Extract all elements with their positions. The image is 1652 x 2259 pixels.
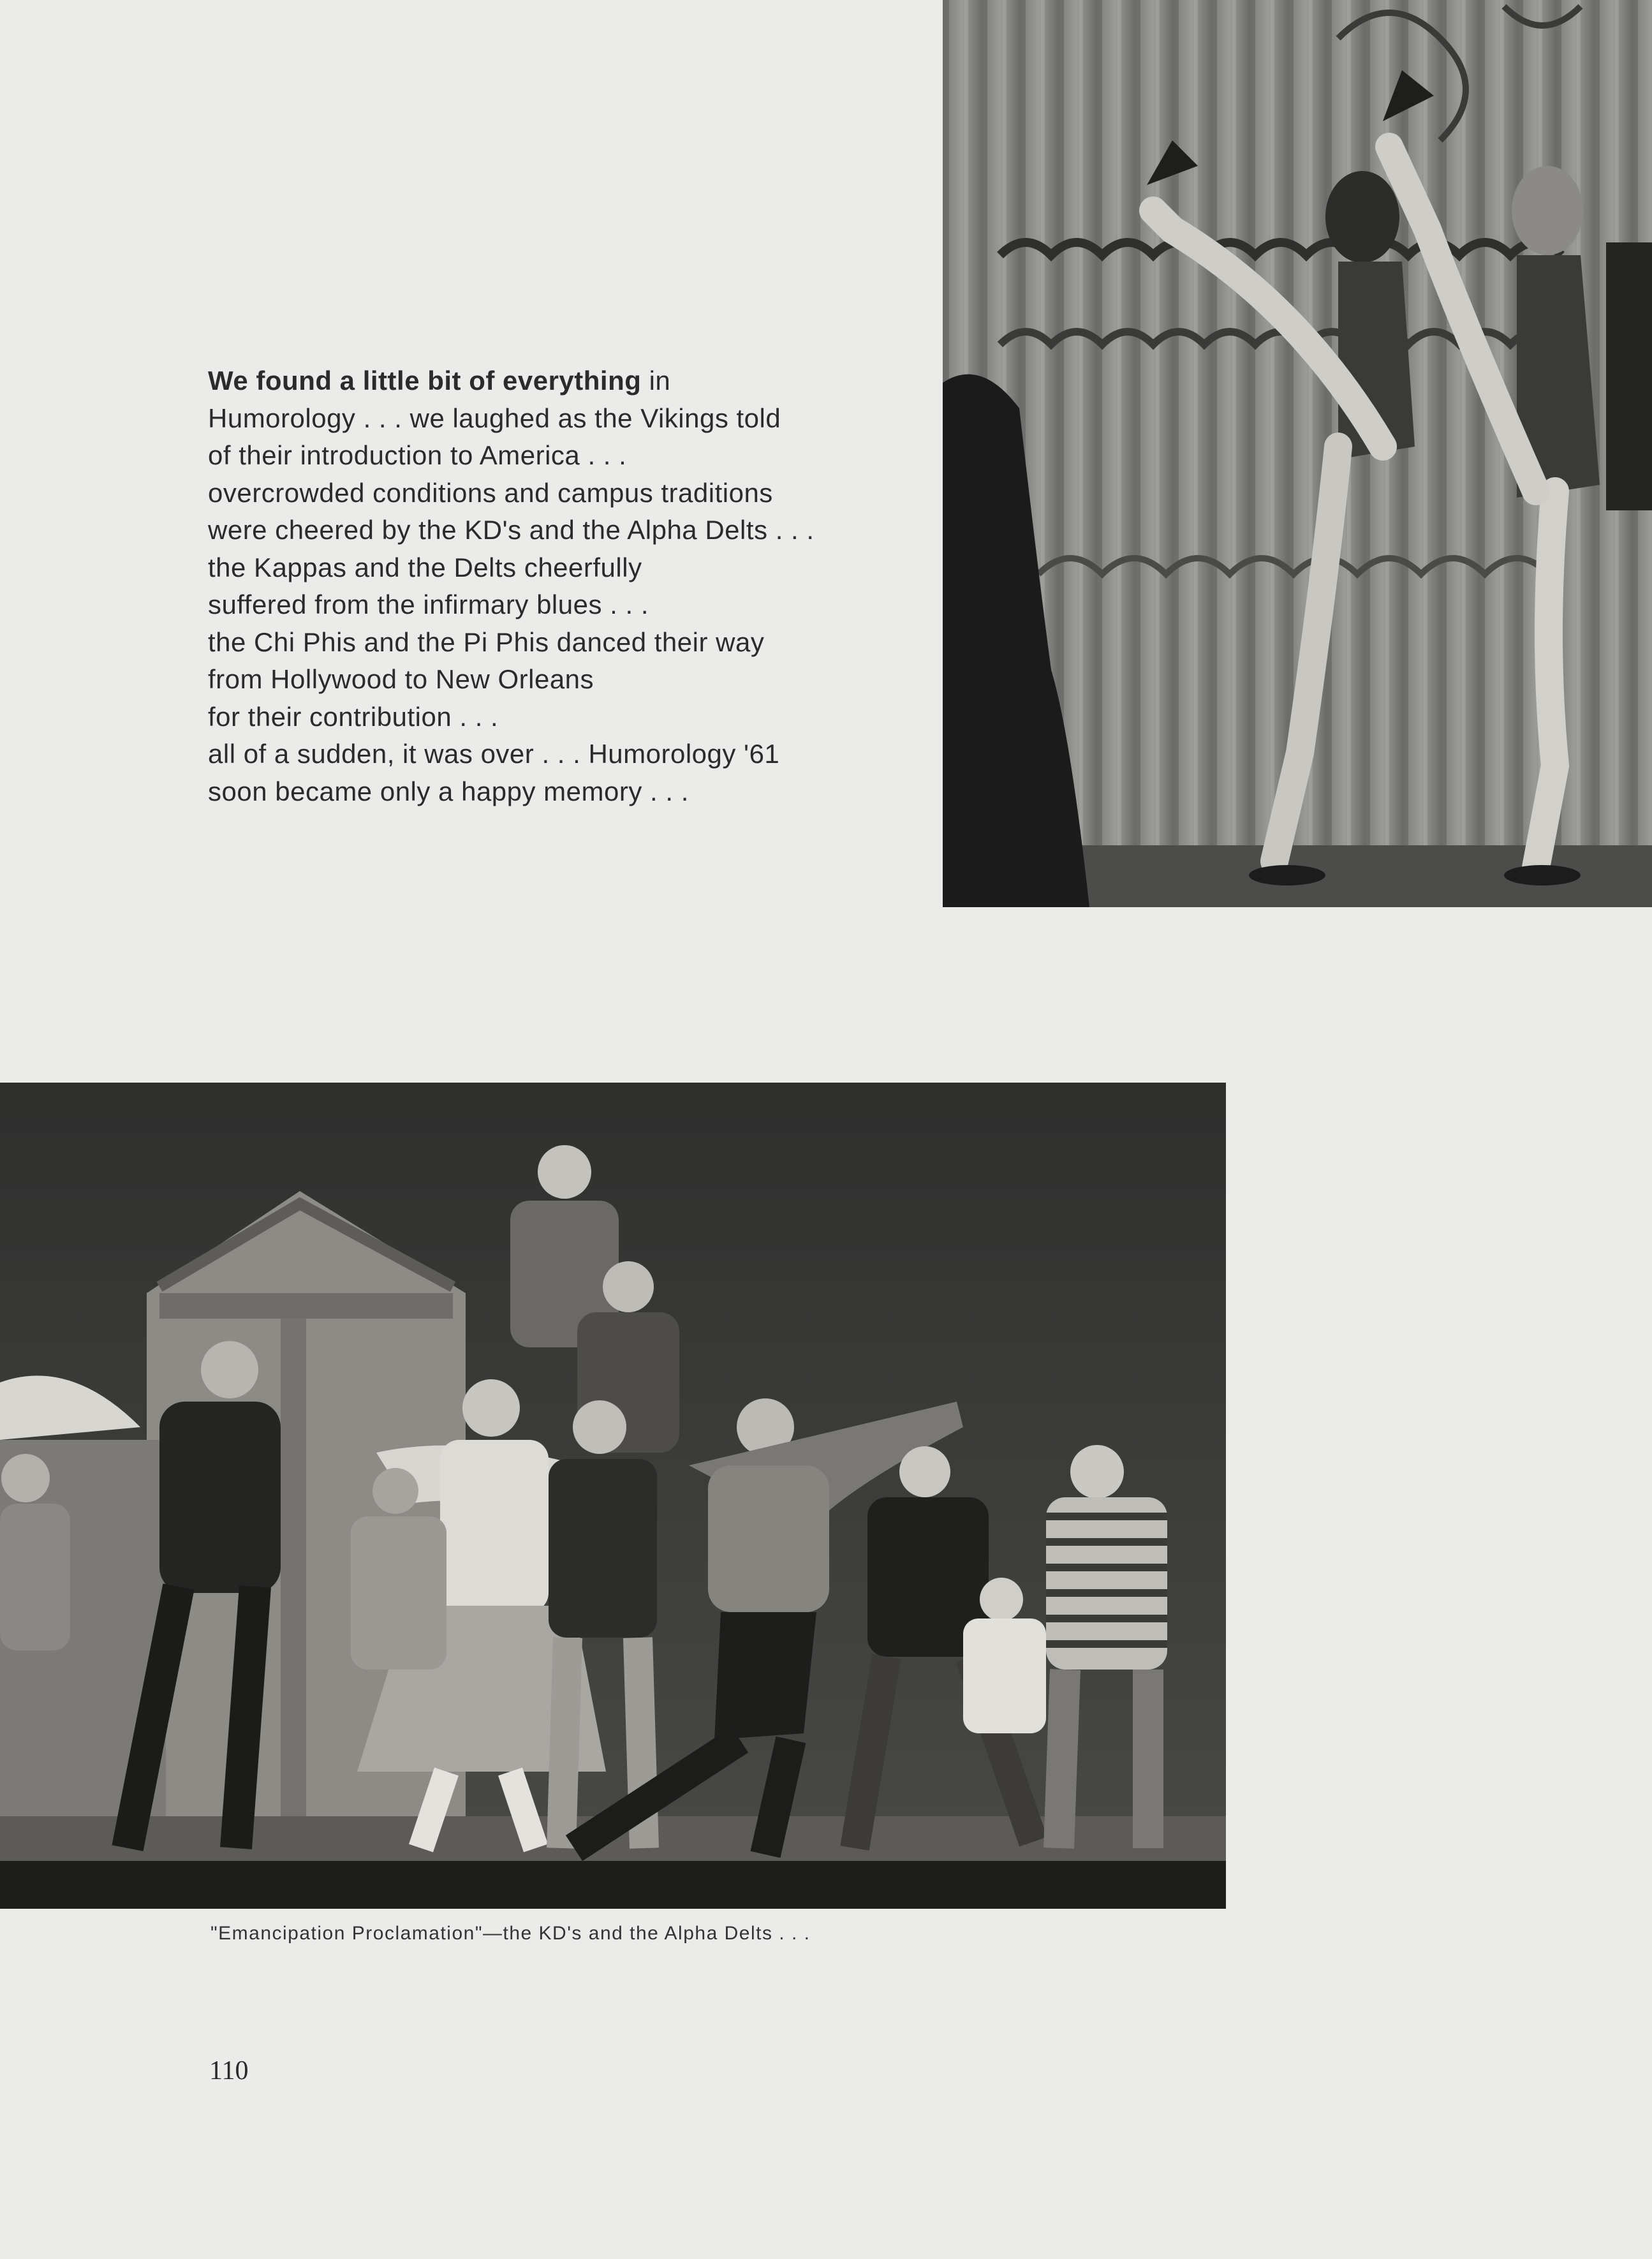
intro-line-1 xyxy=(208,362,884,400)
intro-line-11: all of a sudden, it was over . . . Humorology '61 xyxy=(208,739,780,769)
photo-caption: "Emancipation Proclamation"—the KD's and the Alpha Delts . . . xyxy=(210,1923,811,1944)
photo-dancers-illustration xyxy=(943,0,1652,907)
intro-line-7: suffered from the infirmary blues . . . xyxy=(208,589,649,619)
intro-text xyxy=(208,362,884,810)
photo-cast-on-stage xyxy=(0,1083,1226,1909)
intro-line-9: from Hollywood to New Orleans xyxy=(208,664,594,694)
intro-line-4: overcrowded conditions and campus traditions xyxy=(208,477,773,508)
intro-line-1-tail: in xyxy=(649,366,671,396)
intro-lead: We found a little bit of everything xyxy=(208,366,642,396)
intro-line-6: the Kappas and the Delts cheerfully xyxy=(208,552,642,582)
page-number: 110 xyxy=(209,2056,249,2085)
photo-dancers-high-kick xyxy=(943,0,1652,907)
intro-line-5: were cheered by the KD's and the Alpha Delts . . . xyxy=(208,515,815,545)
photo-cast-illustration xyxy=(0,1083,1226,1909)
intro-line-12: soon became only a happy memory . . . xyxy=(208,776,689,806)
intro-line-8: the Chi Phis and the Pi Phis danced their way xyxy=(208,626,765,657)
intro-line-2: Humorology . . . we laughed as the Vikings told xyxy=(208,403,781,433)
intro-line-3: of their introduction to America . . . xyxy=(208,440,627,470)
intro-line-10: for their contribution . . . xyxy=(208,701,499,732)
